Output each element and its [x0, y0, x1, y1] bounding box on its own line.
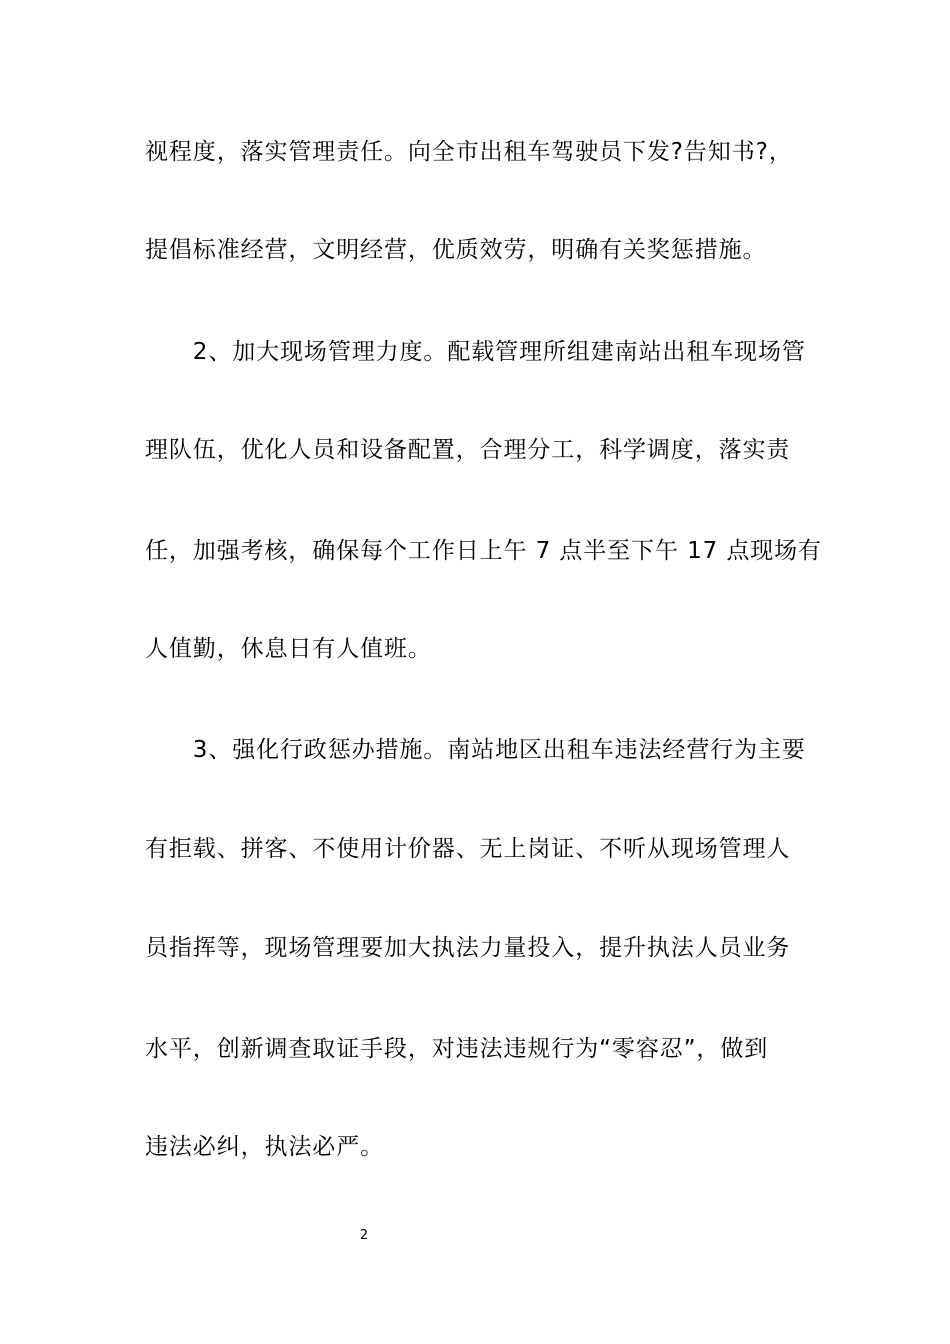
text-line-9: 员指挥等，现场管理要加大执法力量投入，提升执法人员业务 [145, 935, 791, 961]
text-line-5: 任，加强考核，确保每个工作日上午 7 点半至下午 17 点现场有 [145, 538, 822, 564]
text-line-8: 有拒载、拼客、不使用计价器、无上岗证、不听从现场管理人 [145, 836, 791, 862]
page-number: 2 [359, 1228, 369, 1243]
text-line-2: 提倡标准经营，文明经营，优质效劳，明确有关奖惩措施。 [145, 237, 767, 263]
text-line-1: 视程度，落实管理责任。向全市出租车驾驶员下发?告知书?， [145, 139, 793, 165]
text-line-11: 违法必纠，执法必严。 [145, 1134, 384, 1160]
text-line-6: 人值勤，休息日有人值班。 [145, 636, 432, 662]
text-line-10: 水平，创新调查取证手段，对违法违规行为“零容忍”，做到 [145, 1036, 769, 1062]
text-line-4: 理队伍，优化人员和设备配置，合理分工，科学调度，落实责 [145, 437, 791, 463]
text-line-7: 3、强化行政惩办措施。南站地区出租车违法经营行为主要 [145, 737, 806, 763]
text-line-3: 2、加大现场管理力度。配载管理所组建南站出租车现场管 [145, 339, 806, 365]
